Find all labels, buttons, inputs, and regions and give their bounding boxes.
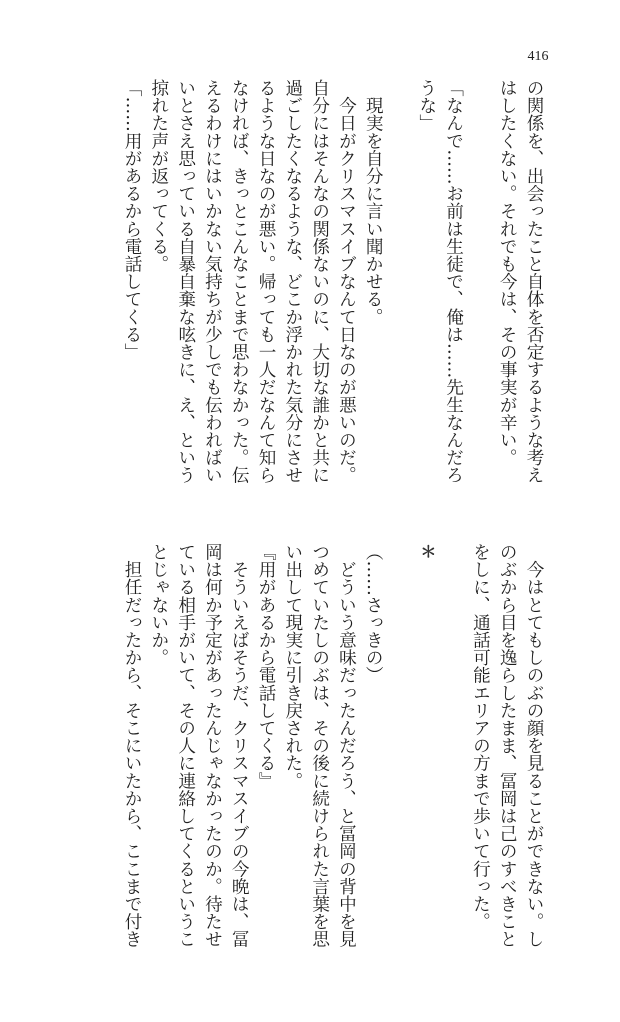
thought-line: （……さっきの） xyxy=(363,543,384,684)
scene-break-asterisk: ＊ xyxy=(417,543,437,559)
text-line: 自分にはそんなの関係ないのに、大切な誰かと共に xyxy=(309,79,330,484)
dialogue-line: うな」 xyxy=(416,79,437,132)
text-line: 今はとてもしのぶの顔を見ることができない。し xyxy=(524,543,544,948)
text-line: えるわけにはいかない気持ちが少しでも伝わればい xyxy=(202,79,223,484)
text-line: いとさえ思っている自暴自棄な呟きに、え、という xyxy=(175,79,196,484)
text-line: 岡は何か予定があったんじゃなかったのか。待たせ xyxy=(202,543,223,948)
text-line: をしに、通話可能エリアの方まで歩いて行った。 xyxy=(470,543,491,931)
blank-line xyxy=(386,543,413,951)
text-line: の関係を、出会ったこと自体を否定するような考え xyxy=(524,79,544,484)
text-line: はしたくない。それでも今は、その事実が辛い。 xyxy=(497,79,518,467)
text-line: どういう意味だったんだろう、と冨岡の背中を見 xyxy=(336,543,357,948)
text-line: るような日なのが悪い。帰っても一人だなんて知ら xyxy=(256,79,277,484)
dialogue-line: 「……用があるから電話してくる」 xyxy=(122,79,143,361)
text-line: い出して現実に引き戻された。 xyxy=(282,543,303,790)
upper-text-tier xyxy=(118,79,547,487)
text-line: 過ごしたくなるような、どこか浮かれた気分にさせ xyxy=(282,79,303,484)
text-line: つめていたしのぶは、その後に続けられた言葉を思 xyxy=(309,543,330,948)
blank-line xyxy=(440,543,467,951)
text-line: とじゃないか。 xyxy=(148,543,169,667)
text-line: 担任だったから、そこにいたから、ここまで付き xyxy=(122,543,143,948)
text-line: なければ、きっとこんなことまで思わなかった。伝 xyxy=(229,79,250,484)
text-line: 今日がクリスマスイブなんて日なのが悪いのだ。 xyxy=(336,79,357,484)
dialogue-line: 「なんで……お前は生徒で、俺は……先生なんだろ xyxy=(443,79,464,484)
text-line: のぶから目を逸らしたまま、冨岡は己のすべきこと xyxy=(497,543,518,948)
text-line: 掠れた声が返ってくる。 xyxy=(148,79,169,273)
blank-line xyxy=(386,79,413,487)
lower-text-tier xyxy=(118,543,547,951)
text-line: 現実を自分に言い聞かせる。 xyxy=(363,79,384,326)
quoted-line: 『用があるから電話してくる』 xyxy=(256,543,277,790)
text-line: そういえばそうだ、クリスマスイブの今晩は、冨 xyxy=(229,543,250,948)
text-line: ている相手がいて、その人に連絡してくるというこ xyxy=(175,543,196,948)
page-number: 416 xyxy=(527,49,549,64)
blank-line xyxy=(467,79,494,487)
